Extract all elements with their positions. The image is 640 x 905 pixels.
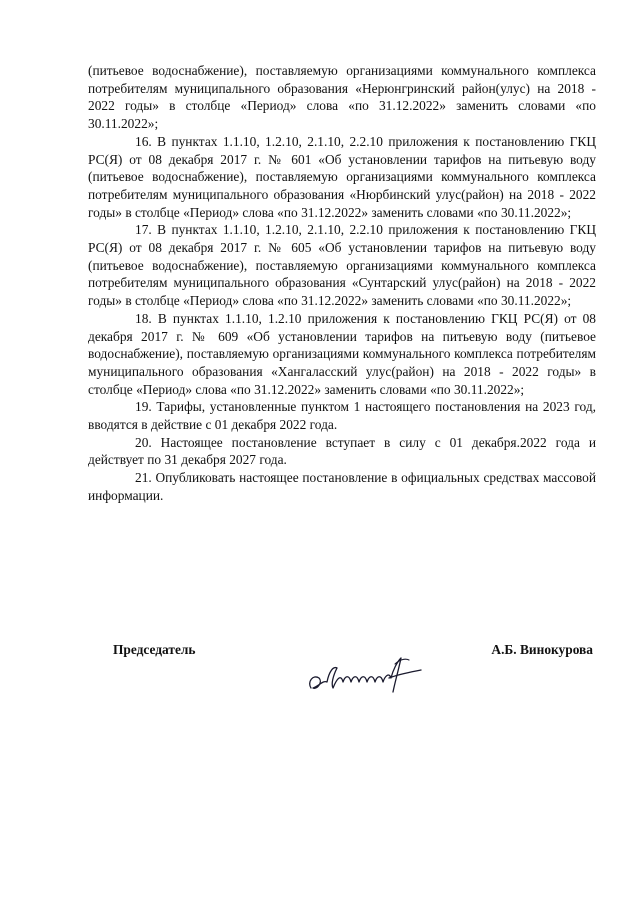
paragraph-18: 18. В пунктах 1.1.10, 1.2.10 приложения к постановлению ГКЦ РС(Я) от 08 декабря 2017 г. № 609 «Об установлении тарифов на питьевую воду (питьевое водоснабжение), поставляемую организациями коммунального комплекса потребителям муниципального образования «Хангаласский улус(район) на 2018 - 2022 годы» в столбце «Период» слова «по 31.12.2022» заменить словами «по 30.11.2022»; bbox=[88, 310, 596, 397]
signature-block bbox=[113, 642, 593, 702]
document-body bbox=[88, 62, 596, 505]
paragraph-19: 19. Тарифы, установленные пунктом 1 настоящего постановления на 2023 год, вводятся в действие с 01 декабря 2022 года. bbox=[88, 399, 596, 433]
paragraph-continuation: (питьевое водоснабжение), поставляемую организациями коммунального комплекса потребителям муниципального образования «Нерюнгринский район(улус) на 2018 - 2022 годы» в столбце «Период» слова «по 31.12.2022» заменить словами «по 30.11.2022»; bbox=[88, 63, 596, 132]
handwritten-signature bbox=[303, 652, 428, 702]
paragraph-17: 17. В пунктах 1.1.10, 1.2.10, 2.1.10, 2.2.10 приложения к постановлению ГКЦ РС(Я) от 08 декабря 2017 г. № 605 «Об установлении тарифов на питьевую воду (питьевое водоснабжение), поставляемую организациями коммунального комплекса потребителям муниципального образования «Сунтарский улус(район) на 2018 - 2022 годы» в столбце «Период» слова «по 31.12.2022» заменить словами «по 30.11.2022»; bbox=[88, 222, 596, 309]
paragraph-21: 21. Опубликовать настоящее постановление в официальных средствах массовой информации. bbox=[88, 470, 596, 503]
paragraph-20: 20. Настоящее постановление вступает в силу с 01 декабря.2022 года и действует по 31 декабря 2027 года. bbox=[88, 434, 596, 468]
signatory-title: Председатель bbox=[113, 642, 196, 657]
signatory-name: А.Б. Винокурова bbox=[491, 642, 593, 657]
paragraph-16: 16. В пунктах 1.1.10, 1.2.10, 2.1.10, 2.2.10 приложения к постановлению ГКЦ РС(Я) от 08 декабря 2017 г. № 601 «Об установлении тарифов на питьевую воду (питьевое водоснабжение), поставляемую организациями коммунального комплекса потребителям муниципального образования «Нюрбинский улус(район) на 2018 - 2022 годы» в столбце «Период» слова «по 31.12.2022» заменить словами «по 30.11.2022»; bbox=[88, 133, 596, 220]
